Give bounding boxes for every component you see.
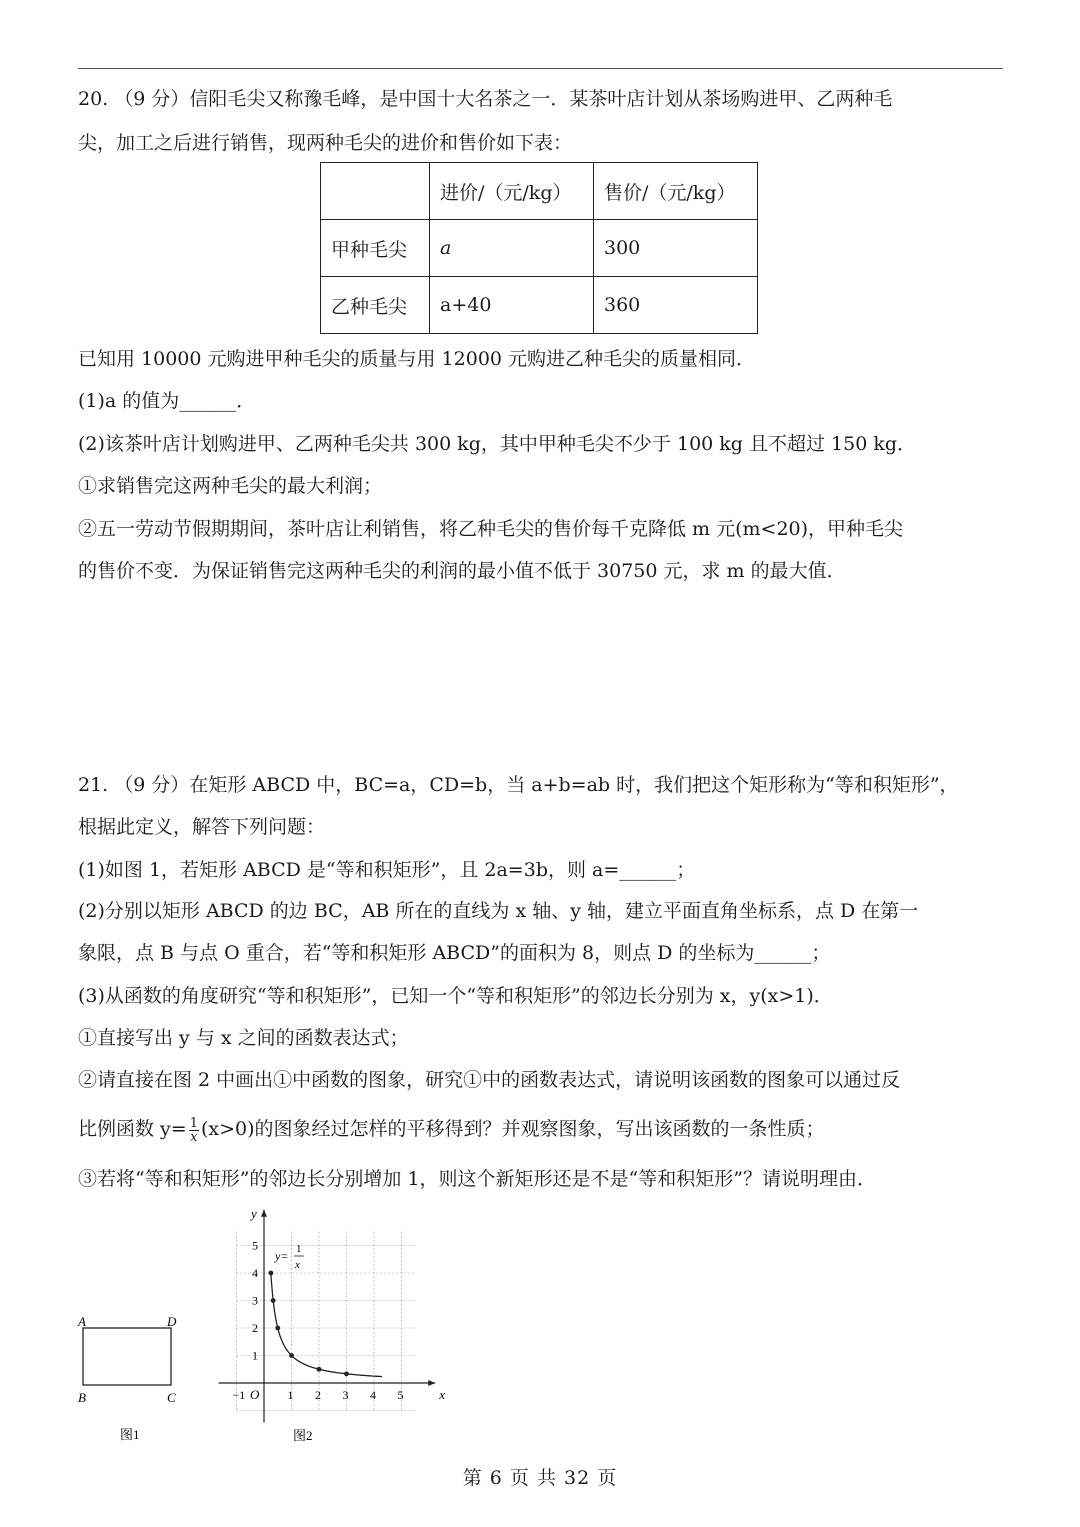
q20-sub2-line1: ②五一劳动节假期期间，茶叶店让利销售，将乙种毛尖的售价每千克降低 m 元(m<20)，甲种毛尖 bbox=[78, 518, 904, 540]
x-axis-arrow bbox=[428, 1380, 435, 1386]
curve-label-numerator: 1 bbox=[296, 1243, 302, 1255]
y-tick-label: 2 bbox=[252, 1321, 258, 1335]
y-tick-label: 5 bbox=[252, 1238, 258, 1253]
data-point bbox=[289, 1353, 294, 1358]
curve-label-denominator: x bbox=[295, 1259, 300, 1271]
x-axis-label: x bbox=[439, 1387, 445, 1402]
grid bbox=[237, 1232, 416, 1411]
series-line-reciprocal bbox=[271, 1273, 382, 1377]
table-cell: 进价/（元/kg） bbox=[430, 163, 594, 220]
table-cell: 售价/（元/kg） bbox=[594, 163, 758, 220]
q20-part2: (2)该茶叶店计划购进甲、乙两种毛尖共 300 kg，其中甲种毛尖不少于 100 kg 且不超过 150 kg． bbox=[78, 433, 917, 455]
data-point bbox=[275, 1326, 280, 1331]
q20-line1: 20. （9 分）信阳毛尖又称豫毛峰，是中国十大名茶之一．某茶叶店计划从茶场购进甲、乙两种毛 bbox=[78, 88, 893, 110]
y-tick-label: 1 bbox=[252, 1348, 258, 1363]
vertex-c-label: C bbox=[167, 1390, 176, 1405]
x-tick-label: −1 bbox=[232, 1388, 246, 1402]
x-tick-label: 2 bbox=[315, 1388, 321, 1402]
q21-sub3: ③若将“等和积矩形”的邻边长分别增加 1，则这个新矩形还是不是“等和积矩形”？请说明理由． bbox=[78, 1168, 876, 1190]
fraction-denominator: x bbox=[190, 1129, 198, 1145]
fraction-numerator: 1 bbox=[189, 1115, 198, 1131]
q21-sub2-line2-b: (x>0)的图象经过怎样的平移得到？并观察图象，写出该函数的一条性质； bbox=[200, 1118, 825, 1140]
top-rule bbox=[78, 68, 1003, 69]
y-axis-arrow bbox=[261, 1210, 267, 1217]
rectangle-abcd bbox=[83, 1328, 171, 1385]
q20-line2: 尖，加工之后进行销售，现两种毛尖的进价和售价如下表： bbox=[78, 132, 573, 154]
table-cell: 360 bbox=[594, 277, 758, 334]
table-cell: 300 bbox=[594, 220, 758, 277]
q21-sub2-line2 bbox=[78, 1116, 825, 1144]
q21-sub2-line2-a: 比例函数 y= bbox=[78, 1118, 187, 1140]
table-row bbox=[321, 277, 758, 334]
figure-2 bbox=[205, 1208, 445, 1453]
origin-label: O bbox=[250, 1387, 260, 1402]
data-point bbox=[271, 1298, 276, 1303]
data-point bbox=[317, 1367, 322, 1372]
q21-part3: (3)从函数的角度研究“等和积矩形”，已知一个“等和积矩形”的邻边长分别为 x，y(x>1)． bbox=[78, 985, 833, 1007]
figure-2-caption: 图2 bbox=[293, 1428, 313, 1443]
q21-sub1: ①直接写出 y 与 x 之间的函数表达式； bbox=[78, 1027, 409, 1049]
table-cell: 乙种毛尖 bbox=[321, 277, 430, 334]
vertex-d-label: D bbox=[167, 1314, 177, 1329]
vertex-b-label: B bbox=[78, 1390, 86, 1405]
q21-line1: 21. （9 分）在矩形 ABCD 中，BC=a，CD=b，当 a+b=ab 时，我们把这个矩形称为“等和积矩形”， bbox=[78, 774, 959, 796]
table-row bbox=[321, 220, 758, 277]
q20-known: 已知用 10000 元购进甲种毛尖的质量与用 12000 元购进乙种毛尖的质量相同． bbox=[78, 348, 756, 370]
q20-part1: (1)a 的值为______． bbox=[78, 390, 256, 412]
y-tick-label: 3 bbox=[252, 1293, 258, 1308]
x-tick-label: 1 bbox=[287, 1388, 294, 1402]
data-point bbox=[344, 1371, 349, 1376]
table-cell: 甲种毛尖 bbox=[321, 220, 430, 277]
q21-line2: 根据此定义，解答下列问题： bbox=[78, 816, 326, 838]
figure-1-caption: 图1 bbox=[120, 1427, 140, 1442]
tick-labels bbox=[233, 1239, 404, 1403]
table-header-row bbox=[321, 163, 758, 220]
q20-sub1: ①求销售完这两种毛尖的最大利润； bbox=[78, 475, 383, 497]
y-tick-label: 4 bbox=[252, 1266, 258, 1280]
q21-part2-line2: 象限，点 B 与点 O 重合，若“等和积矩形 ABCD”的面积为 8，则点 D 的坐标为______； bbox=[78, 942, 831, 964]
data-points bbox=[268, 1271, 348, 1377]
price-table bbox=[320, 162, 758, 334]
x-tick-label: 4 bbox=[370, 1388, 376, 1402]
q21-part1: (1)如图 1，若矩形 ABCD 是“等和积矩形”，且 2a=3b，则 a=______； bbox=[78, 859, 696, 881]
figure-1 bbox=[70, 1310, 190, 1450]
vertex-a-label: A bbox=[78, 1314, 86, 1329]
data-point bbox=[268, 1271, 273, 1276]
inline-fraction bbox=[189, 1117, 199, 1144]
table-cell: a+40 bbox=[430, 277, 594, 334]
y-axis-label: y bbox=[251, 1208, 257, 1221]
q20-sub2-line2: 的售价不变．为保证销售完这两种毛尖的利润的最小值不低于 30750 元，求 m 的最大值． bbox=[78, 560, 846, 582]
page-footer: 第 6 页 共 32 页 bbox=[462, 1467, 618, 1489]
q21-part2-line1: (2)分别以矩形 ABCD 的边 BC，AB 所在的直线为 x 轴、y 轴，建立平面直角坐标系，点 D 在第一 bbox=[78, 900, 919, 922]
x-tick-label: 5 bbox=[397, 1388, 404, 1402]
table-cell bbox=[321, 163, 430, 220]
x-tick-label: 3 bbox=[342, 1388, 349, 1402]
table-cell: a bbox=[430, 220, 594, 277]
q21-sub2-line1: ②请直接在图 2 中画出①中函数的图象，研究①中的函数表达式，请说明该函数的图象可以通过反 bbox=[78, 1069, 901, 1091]
curve-label-y: y= bbox=[275, 1249, 289, 1263]
